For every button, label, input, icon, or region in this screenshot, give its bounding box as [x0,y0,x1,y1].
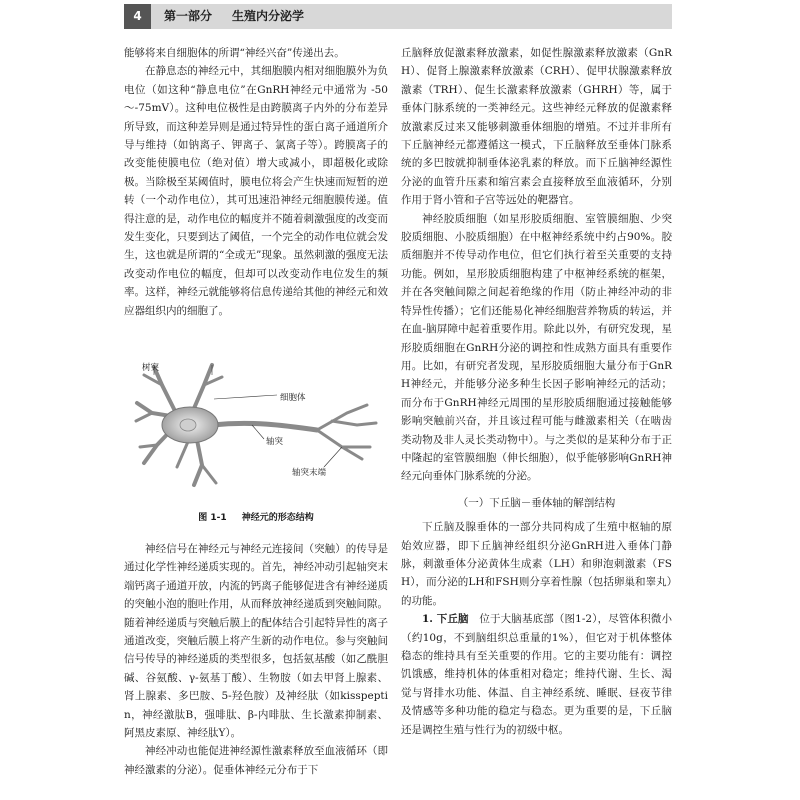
page-header [124,4,672,29]
paragraph: 丘脑释放促激素释放激素，如促性腺激素释放激素（GnRH）、促肾上腺激素释放激素（CRH）、促甲状腺激素释放激素（TRH）、促生长激素释放激素（GHRH）等，属于垂体门脉系统的一类神经元。这些神经元释放的促激素释放激素反过来又能够刺激垂体细胞的增殖。不过并非所有下丘脑神经元都遵循这一模式，下丘脑释放至垂体门脉系统的多巴胺就抑制垂体泌乳素的释放。而下丘脑神经源性分泌的血管升压素和缩宫素会直接释放至血液循环，分别作用于肾小管和子宫等远处的靶器官。 [401,47,672,207]
neuron-illustration [132,355,382,505]
chapter-title: 生殖内分泌学 [232,9,305,23]
caption-number: 图 1-1 [198,513,227,523]
label-dendrite: 树突 [142,363,160,373]
paragraph [401,610,672,739]
section-heading: （一）下丘脑－垂体轴的解剖结构 [457,496,616,509]
paragraph: 在静息态的神经元中，其细胞膜内相对细胞膜外为负电位（如这种“静息电位”在GnRH神经元中通常为 -50～-75mV）。这种电位极性是由跨膜离子内外的分布差异所导致，而这种差异则是通过特异性的蛋白离子通道所介导与维持（如钠离子、钾离子、氯离子等）。跨膜离子的改变能使膜电位（绝对值）增大或减小，即超极化或除极。当除极至某阈值时，膜电位将会产生快速而短暂的逆转（一个动作电位），其可迅速沿神经元细胞膜传递。值得注意的是，动作电位的幅度并不随着刺激强度的改变而发生变化，只要到达了阈值，一个完全的动作电位就会发生，这也就是所谓的“全或无”现象。虽然刺激的强度无法改变动作电位的幅度，但却可以改变动作电位发生的频率。这样，神经元就能够将信息传递给其他的神经元和效应器组织内的细胞了。 [124,65,388,317]
paragraph: 神经信号在神经元与神经元连接间（突触）的传导是通过化学性神经递质实现的。首先，神经冲动引起轴突末端钙离子通道开放，内流的钙离子能够促进含有神经递质的突触小泡的胞吐作用，从而释放神经递质到突触间隙。随着神经递质与突触后膜上的配体结合引起特异性的离子通道改变，突触后膜上将产生新的动作电位。参与突触间信号传导的神经递质的类型很多，包括氨基酸（如乙酰胆碱、谷氨酸、γ-氨基丁酸）、生物胺（如去甲肾上腺素、肾上腺素、多巴胺、5-羟色胺）及神经肽（如kisspeptin，神经激肽B，强啡肽、β-内啡肽、生长激素抑制素、阿黑皮素原、神经肽Y）。 [124,543,388,740]
caption-text: 神经元的形态结构 [241,513,314,523]
label-axon: 轴突 [266,437,284,447]
right-column [401,44,672,739]
paragraph: 下丘脑及腺垂体的一部分共同构成了生殖中枢轴的原始效应器，即下丘脑神经组织分泌GnRH进入垂体门静脉，刺激垂体分泌黄体生成素（LH）和卵泡刺激素（FSH），而分泌的LH和FSH则分享着性腺（包括卵巢和睾丸）的功能。 [401,521,672,607]
neuron-figure [132,355,382,505]
paragraph: 能够将来自细胞体的所谓“神经兴奋”传递出去。 [124,47,345,59]
paragraph: 神经冲动也能促进神经源性激素释放至血液循环（即神经激素的分泌）。促垂体神经元分布于下 [124,745,388,776]
left-column-top [124,44,388,320]
nucleus-shape [180,419,196,431]
page-number: 4 [124,4,151,29]
axon [212,405,376,459]
figure-caption [124,510,388,523]
left-column-bottom [124,540,388,779]
subsection-lead: 1. 下丘脑 [422,613,469,626]
paragraph-text: 位于大脑基底部（图1-2），尽管体积微小（约10g，不到脑组织总重量的1%），但它对于机体整体稳态的维持具有至关重要的作用。它的主要功能有：调控饥饿感，维持机体的体重相对稳定；维持代谢、生长、渴觉与肾排水功能、体温、自主神经系统、睡眠、昼夜节律及情感等多种功能的稳定与稳态。更为重要的是，下丘脑还是调控生殖与性行为的初级中枢。 [401,613,672,736]
paragraph: 神经胶质细胞（如星形胶质细胞、室管膜细胞、少突胶质细胞、小胶质细胞）在中枢神经系统中约占90%。胶质细胞并不传导动作电位，但它们执行着至关重要的支持功能。例如，星形胶质细胞构建了中枢神经系统的框架，并在各突触间隙之间起着绝缘的作用（防止神经冲动的非特异性传播）；它们还能易化神经细胞营养物质的转运，并在血-脑屏障中起着重要作用。除此以外，有研究发现，星形胶质细胞在GnRH分泌的调控和性成熟方面具有重要作用。比如，有研究者发现，星形胶质细胞大量分布于GnRH神经元，并能够分泌多种生长因子影响神经元的活动；而分布于GnRH神经元周围的星形胶质细胞通过接触能够影响突触前兴奋，并且该过程可能与雌激素相关（在啮齿类动物及非人灵长类动物中）。与之类似的是某种分布于正中隆起的室管膜细胞（伸长细胞），似乎能够影响GnRH神经元向垂体门脉系统的分泌。 [401,212,672,483]
label-cell-body: 细胞体 [280,393,306,403]
label-axon-terminal: 轴突末端 [292,468,327,478]
part-title: 第一部分 [164,9,213,23]
